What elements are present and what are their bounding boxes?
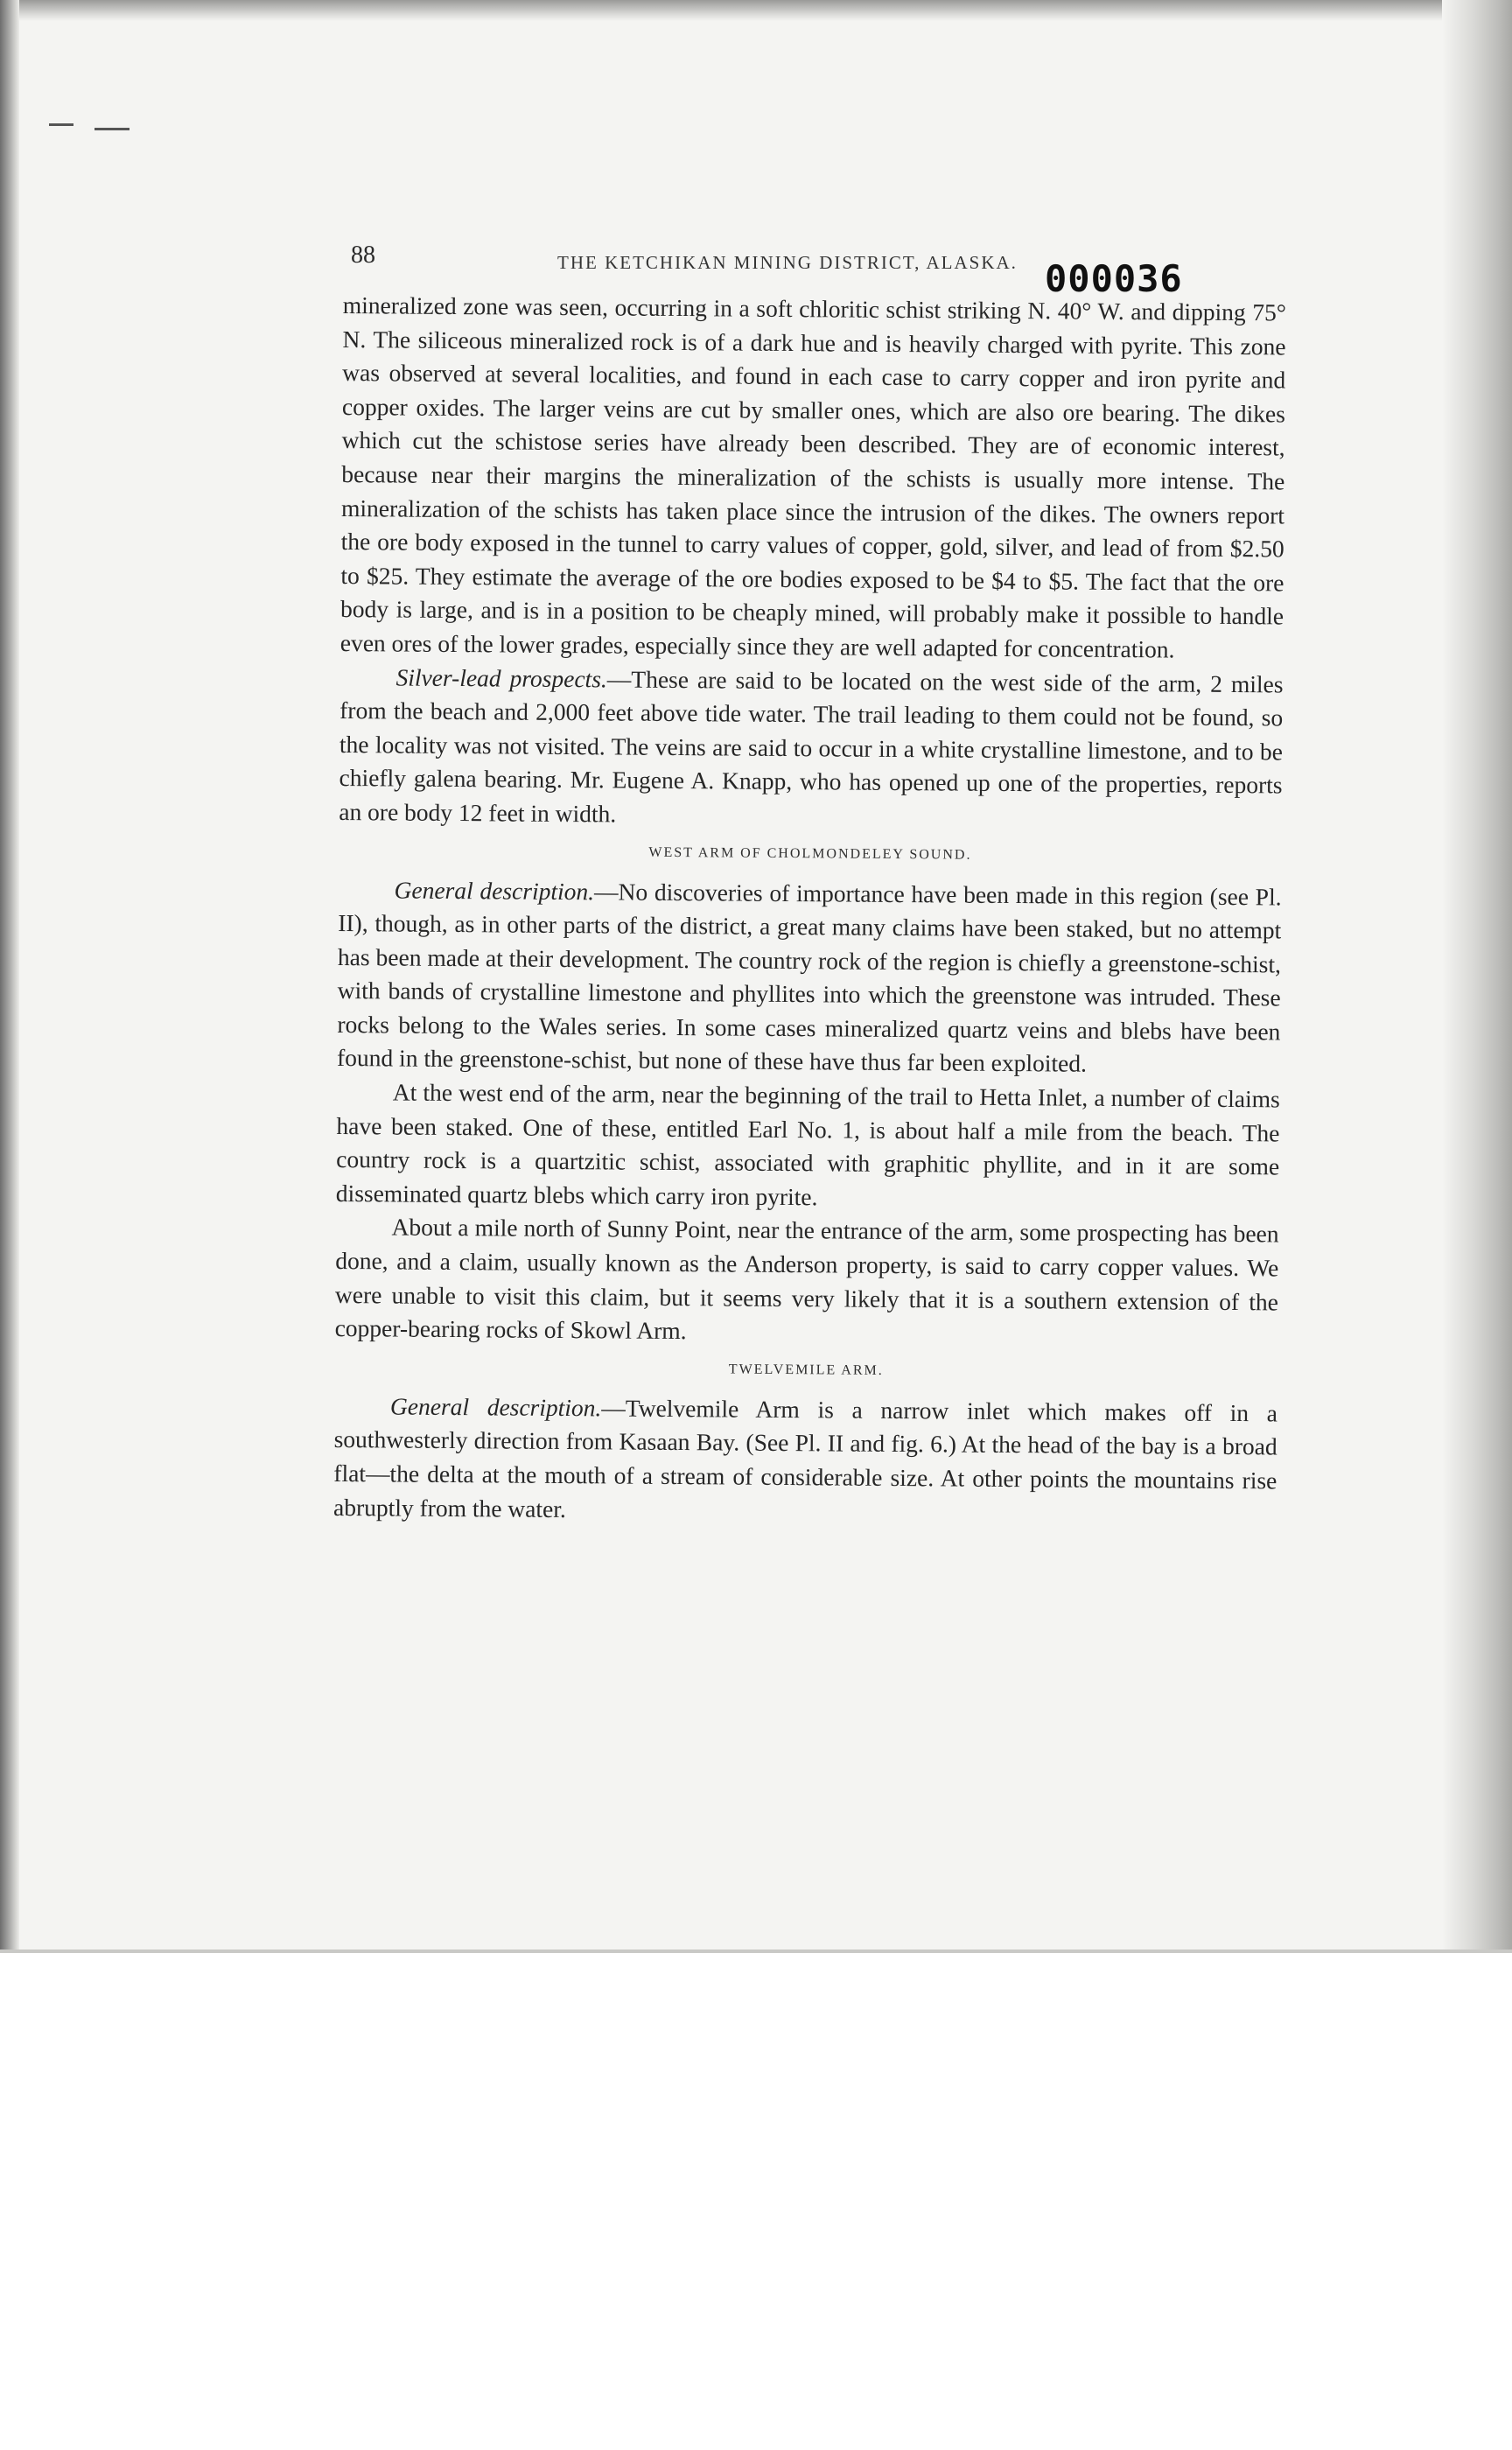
paragraph: At the west end of the arm, near the beginning of the trail to Hetta Inlet, a number of claims have been staked. One of these, entitled Earl No. 1, is about half a mile from the beach. The country rock is a quartzitic schist, associated with graphitic phyllite, and in it are some disseminated quartz blebs which carry iron pyrite. <box>335 1078 1280 1211</box>
document-stamp: 000036 <box>1045 257 1183 300</box>
run-in-heading: Silver-lead prospects. <box>396 663 607 692</box>
paragraph-text: —No discoveries of importance have been made in this region (see Pl. II), though, as in other parts of the district, a great many claims have been staked, but no attempt has been made at their development. The country rock of the region is chiefly a greenstone-schist, with bands of crystalline limestone and phyllites into which the greenstone was intruded. These rocks belong to the Wales series. In some cases mineralized quartz veins and blebs have been found in the greenstone-schist, but none of these have thus far been exploited. <box>336 877 1282 1078</box>
margin-mark <box>49 123 74 126</box>
paragraph: mineralized zone was seen, occurring in a soft chloritic schist striking N. 40° W. and dipping 75° N. The siliceous mineralized rock is of a dark hue and is heavily charged with pyrite. This zone was observed at several localities, and found in each case to carry copper and iron pyrite and copper oxides. The larger veins are cut by smaller ones, which are also ore bearing. The dikes which cut the schistose series have already been described. They are of economic interest, because near their margins the mineralization of the schists is usually more intense. The mineralization of the schists has taken place since the intrusion of the dikes. The owners report the ore body exposed in the tunnel to carry values of copper, gold, silver, and lead of from $2.50 to $25. They estimate the average of the ore bodies exposed to be $4 to $5. The fact that the ore body is large, and is in a position to be cheaply mined, will probably make it possible to handle even ores of the lower grades, especially since they are well adapted for concentration. <box>340 290 1286 663</box>
scan-shadow-right <box>1442 0 1512 1953</box>
scan-shadow-left <box>0 0 19 1953</box>
section-heading: TWELVEMILE ARM. <box>728 1362 884 1378</box>
body-text <box>333 289 1286 1532</box>
section-heading: WEST ARM OF CHOLMONDELEY SOUND. <box>648 844 972 863</box>
paragraph: About a mile north of Sunny Point, near the entrance of the arm, some prospecting has been done, and a claim, usually known as the Anderson property, is said to carry copper values. We were unable to visit this claim, but it seems very likely that it is a southern extension of the copper-bearing rocks of Skowl Arm. <box>334 1213 1279 1345</box>
run-in-heading: General description. <box>394 875 595 905</box>
paragraph <box>333 1390 1278 1532</box>
run-in-heading: General description. <box>389 1392 602 1422</box>
paragraph <box>337 872 1282 1082</box>
paragraph-text: —These are said to be located on the west side of the arm, 2 miles from the beach and 2,000 feet above tide water. The trail leading to them could not be found, so the locality was not visited. The veins are said to occur in a white crystalline limestone, and to be chiefly galena bearing. Mr. Eugene A. Knapp, who has opened up one of the properties, reports an ore body 12 feet in width. <box>339 664 1284 828</box>
paragraph <box>339 661 1283 836</box>
page-number: 88 <box>351 242 375 269</box>
margin-mark <box>94 128 130 130</box>
scan-bottom-edge <box>0 1950 1512 1953</box>
paragraph-text: —Twelvemile Arm is a narrow inlet which makes off in a southwesterly direction from Kasaan Bay. (See Pl. II and fig. 6.) At the head of the bay is a broad flat—the delta at the mouth of a stream of considerable size. At other points the mountains rise abruptly from the water. <box>332 1394 1278 1522</box>
scan-shadow-top <box>0 0 1512 21</box>
running-head: THE KETCHIKAN MINING DISTRICT, ALASKA. <box>557 252 1018 273</box>
